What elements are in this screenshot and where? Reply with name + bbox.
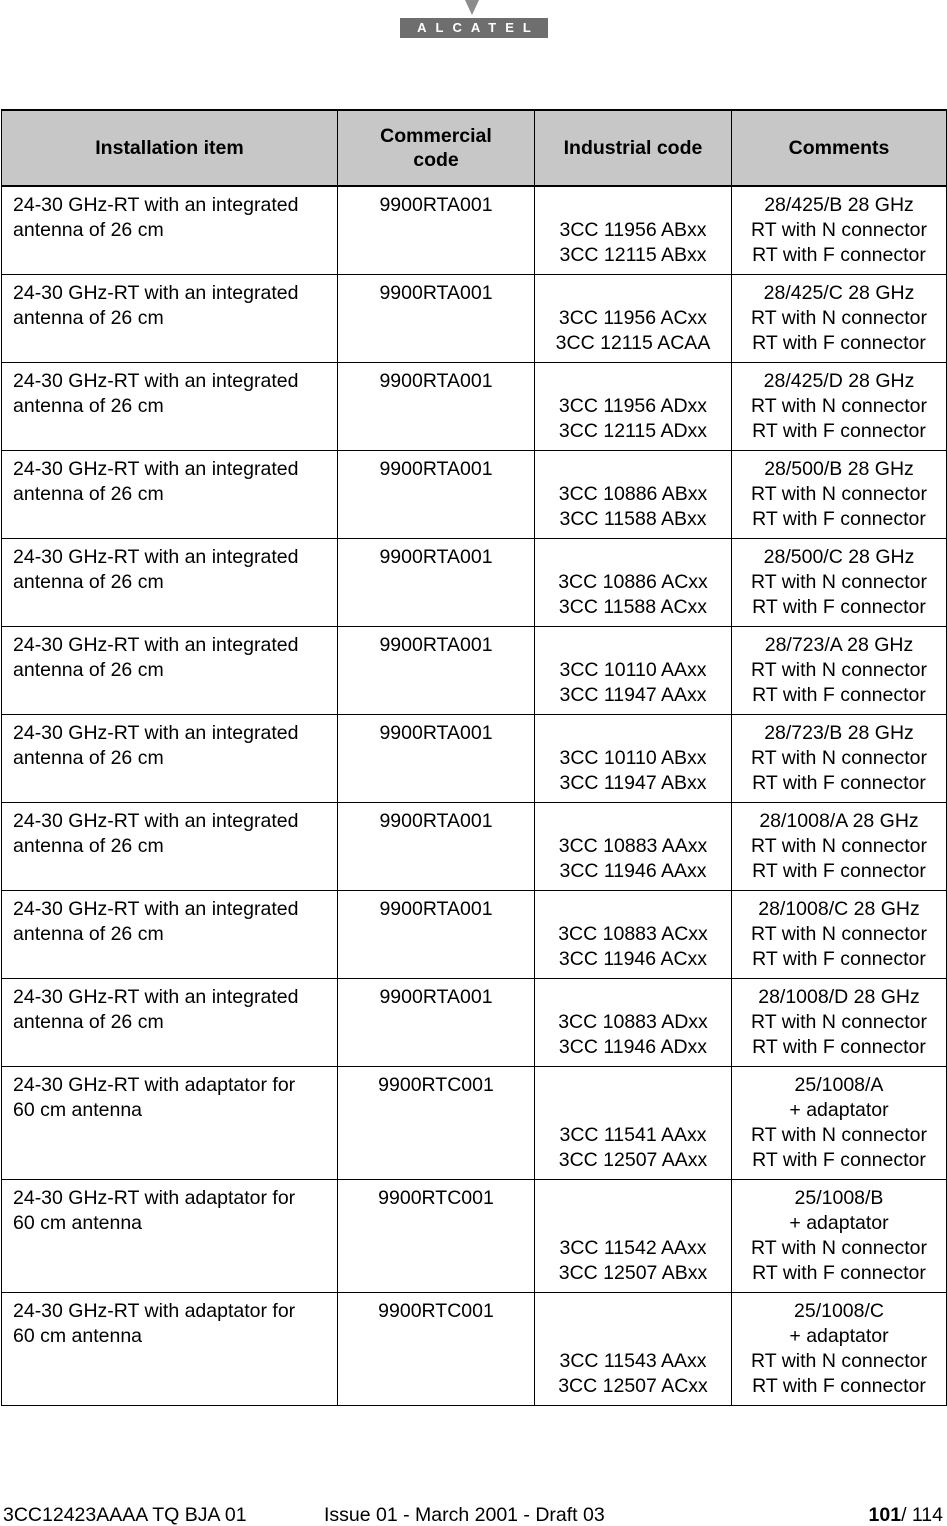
- installation-item-text: antenna of 26 cm: [13, 219, 164, 241]
- commercial-code-text: 9900RTA001: [379, 898, 493, 920]
- industrial-code-text: 3CC 11543 AAxx: [559, 1350, 707, 1372]
- comment-text: RT with F connector: [752, 772, 926, 794]
- comment-text: RT with F connector: [752, 860, 926, 882]
- industrial-code-text: 3CC 11947 ABxx: [559, 772, 707, 794]
- column-header-installation-item: Installation item: [2, 110, 338, 186]
- industrial-code-text: 3CC 12115 ADxx: [558, 420, 708, 442]
- commercial-code-text: 9900RTA001: [379, 370, 493, 392]
- commercial-code-cell: [338, 979, 535, 1067]
- installation-item-text: antenna of 26 cm: [13, 571, 164, 593]
- commercial-code-cell: [338, 186, 535, 275]
- footer-document-reference: 3CC12423AAAA TQ BJA 01: [3, 1504, 247, 1526]
- installation-item-cell: [2, 627, 338, 715]
- installation-item-text: 24-30 GHz-RT with an integrated: [13, 194, 299, 216]
- industrial-code-cell: [535, 363, 732, 451]
- logo-triangle-icon: [465, 0, 479, 15]
- industrial-code-cell: [535, 186, 732, 275]
- comment-text: RT with F connector: [752, 508, 926, 530]
- alcatel-logo: [398, 0, 548, 40]
- footer-page-current: 101: [868, 1504, 902, 1526]
- commercial-code-cell: [338, 891, 535, 979]
- comment-text: RT with F connector: [752, 420, 926, 442]
- industrial-code-text: 3CC 12507 ACxx: [558, 1375, 708, 1397]
- comment-text: RT with F connector: [752, 332, 926, 354]
- installation-item-cell: [2, 451, 338, 539]
- comment-text: 28/425/D 28 GHz: [763, 370, 915, 392]
- comment-text: RT with N connector: [751, 1124, 927, 1146]
- installation-item-text: 60 cm antenna: [13, 1212, 143, 1234]
- commercial-code-cell: [338, 539, 535, 627]
- comments-cell: [732, 891, 947, 979]
- comments-cell: [732, 275, 947, 363]
- installation-item-text: 24-30 GHz-RT with an integrated: [13, 898, 299, 920]
- installation-item-cell: [2, 1067, 338, 1180]
- commercial-code-cell: [338, 451, 535, 539]
- column-header-commercial-code: [338, 110, 535, 186]
- industrial-code-cell: [535, 1293, 732, 1406]
- installation-item-text: 24-30 GHz-RT with an integrated: [13, 370, 299, 392]
- installation-item-text: 24-30 GHz-RT with an integrated: [13, 722, 299, 744]
- industrial-code-text: 3CC 11588 ABxx: [559, 508, 707, 530]
- industrial-code-text: 3CC 10110 AAxx: [559, 659, 707, 681]
- commercial-code-cell: [338, 803, 535, 891]
- installation-item-text: antenna of 26 cm: [13, 659, 164, 681]
- installation-item-cell: [2, 363, 338, 451]
- industrial-code-text: 3CC 10883 ACxx: [558, 923, 708, 945]
- comment-text: 28/723/B 28 GHz: [764, 722, 914, 744]
- comment-text: + adaptator: [789, 1325, 889, 1347]
- comment-text: RT with N connector: [751, 923, 927, 945]
- comment-text: RT with F connector: [752, 1149, 926, 1171]
- comments-cell: [732, 539, 947, 627]
- logo-wordmark: ALCATEL: [400, 18, 548, 38]
- comment-text: 28/500/B 28 GHz: [764, 458, 914, 480]
- installation-item-text: antenna of 26 cm: [13, 835, 164, 857]
- industrial-code-text: 3CC 12115 ACAA: [555, 332, 711, 354]
- industrial-code-text: 3CC 10886 ACxx: [558, 571, 708, 593]
- comments-cell: [732, 451, 947, 539]
- column-header-comments: Comments: [732, 110, 947, 186]
- table-row: [2, 627, 947, 715]
- installation-item-text: 24-30 GHz-RT with an integrated: [13, 458, 299, 480]
- comment-text: RT with N connector: [751, 395, 927, 417]
- commercial-code-cell: [338, 363, 535, 451]
- installation-item-text: 24-30 GHz-RT with an integrated: [13, 634, 299, 656]
- industrial-code-text: 3CC 11946 AAxx: [559, 860, 707, 882]
- installation-item-text: 24-30 GHz-RT with an integrated: [13, 282, 299, 304]
- commercial-code-text: 9900RTC001: [378, 1187, 494, 1209]
- commercial-code-text: 9900RTA001: [379, 810, 493, 832]
- industrial-code-text: 3CC 11956 ABxx: [559, 219, 707, 241]
- commercial-code-text: 9900RTA001: [379, 458, 493, 480]
- table-row: [2, 979, 947, 1067]
- commercial-code-text: 9900RTA001: [379, 194, 493, 216]
- industrial-code-text: 3CC 10883 ADxx: [558, 1011, 708, 1033]
- table-row: [2, 186, 947, 275]
- installation-item-text: 24-30 GHz-RT with adaptator for: [13, 1187, 296, 1209]
- industrial-code-text: 3CC 10886 ABxx: [558, 483, 708, 505]
- installation-item-text: antenna of 26 cm: [13, 395, 164, 417]
- comment-text: 28/500/C 28 GHz: [763, 546, 915, 568]
- installation-item-cell: [2, 803, 338, 891]
- installation-item-text: antenna of 26 cm: [13, 307, 164, 329]
- comment-text: RT with F connector: [752, 596, 926, 618]
- industrial-code-cell: [535, 891, 732, 979]
- footer-issue-info: Issue 01 - March 2001 - Draft 03: [324, 1504, 605, 1526]
- industrial-code-text: 3CC 11956 ACxx: [558, 307, 708, 329]
- comments-cell: [732, 627, 947, 715]
- installation-item-cell: [2, 275, 338, 363]
- table-row: [2, 1293, 947, 1406]
- table-header-row: [2, 110, 947, 186]
- commercial-code-text: 9900RTC001: [378, 1074, 494, 1096]
- table-row: [2, 1180, 947, 1293]
- industrial-code-cell: [535, 539, 732, 627]
- industrial-code-cell: [535, 451, 732, 539]
- installation-item-text: 60 cm antenna: [13, 1099, 143, 1121]
- industrial-code-text: 3CC 12507 AAxx: [558, 1149, 708, 1171]
- table-row: [2, 715, 947, 803]
- installation-item-cell: [2, 891, 338, 979]
- footer-page-total: / 114: [901, 1504, 943, 1526]
- comment-text: 28/425/C 28 GHz: [763, 282, 915, 304]
- industrial-code-text: 3CC 11947 AAxx: [559, 684, 707, 706]
- comment-text: 28/1008/D 28 GHz: [758, 986, 920, 1008]
- comment-text: 28/723/A 28 GHz: [764, 634, 914, 656]
- comment-text: RT with N connector: [751, 571, 927, 593]
- industrial-code-text: 3CC 12115 ABxx: [559, 244, 707, 266]
- industrial-code-cell: [535, 627, 732, 715]
- table-row: [2, 891, 947, 979]
- industrial-code-text: 3CC 11946 ACxx: [558, 948, 708, 970]
- comment-text: + adaptator: [789, 1212, 889, 1234]
- comment-text: RT with N connector: [751, 1350, 927, 1372]
- installation-item-text: 24-30 GHz-RT with an integrated: [13, 546, 299, 568]
- comments-cell: [732, 715, 947, 803]
- commercial-code-cell: [338, 715, 535, 803]
- industrial-code-cell: [535, 275, 732, 363]
- comment-text: RT with N connector: [751, 307, 927, 329]
- installation-item-text: 24-30 GHz-RT with adaptator for: [13, 1300, 296, 1322]
- industrial-code-text: 3CC 12507 ABxx: [558, 1262, 708, 1284]
- commercial-code-cell: [338, 1067, 535, 1180]
- comment-text: RT with N connector: [751, 1011, 927, 1033]
- industrial-code-cell: [535, 715, 732, 803]
- industrial-code-text: 3CC 10883 AAxx: [558, 835, 708, 857]
- comment-text: 28/1008/A 28 GHz: [759, 810, 919, 832]
- comments-cell: [732, 1180, 947, 1293]
- installation-item-cell: [2, 1293, 338, 1406]
- installation-items-table: [1, 109, 947, 1406]
- installation-item-cell: [2, 186, 338, 275]
- industrial-code-cell: [535, 1067, 732, 1180]
- commercial-code-text: 9900RTA001: [379, 282, 493, 304]
- table-row: [2, 539, 947, 627]
- comment-text: RT with F connector: [752, 244, 926, 266]
- installation-item-text: antenna of 26 cm: [13, 747, 164, 769]
- commercial-code-text: 9900RTA001: [379, 634, 493, 656]
- commercial-code-text: 9900RTA001: [379, 546, 493, 568]
- installation-item-text: 24-30 GHz-RT with an integrated: [13, 986, 299, 1008]
- installation-item-text: antenna of 26 cm: [13, 923, 164, 945]
- industrial-code-text: 3CC 11541 AAxx: [559, 1124, 707, 1146]
- comment-text: + adaptator: [789, 1099, 889, 1121]
- comments-cell: [732, 803, 947, 891]
- commercial-code-cell: [338, 1180, 535, 1293]
- comment-text: 25/1008/A: [794, 1074, 884, 1096]
- comment-text: RT with F connector: [752, 1036, 926, 1058]
- comment-text: RT with N connector: [751, 835, 927, 857]
- footer-page-number: [869, 1504, 943, 1526]
- column-header-industrial-code: Industrial code: [535, 110, 732, 186]
- comments-cell: [732, 363, 947, 451]
- comment-text: RT with N connector: [751, 1237, 927, 1259]
- comment-text: RT with F connector: [752, 1375, 926, 1397]
- commercial-code-text: 9900RTA001: [379, 986, 493, 1008]
- comment-text: RT with N connector: [751, 483, 927, 505]
- industrial-code-text: 3CC 11588 ACxx: [558, 596, 708, 618]
- commercial-code-cell: [338, 1293, 535, 1406]
- industrial-code-text: 3CC 11946 ADxx: [558, 1036, 708, 1058]
- installation-item-text: 24-30 GHz-RT with an integrated: [13, 810, 299, 832]
- industrial-code-cell: [535, 979, 732, 1067]
- installation-item-cell: [2, 1180, 338, 1293]
- industrial-code-text: 3CC 10110 ABxx: [559, 747, 707, 769]
- comment-text: RT with F connector: [752, 684, 926, 706]
- comments-cell: [732, 186, 947, 275]
- comment-text: 25/1008/B: [794, 1187, 884, 1209]
- installation-item-text: 60 cm antenna: [13, 1325, 143, 1347]
- comment-text: 28/1008/C 28 GHz: [758, 898, 920, 920]
- installation-item-cell: [2, 539, 338, 627]
- commercial-code-text: 9900RTA001: [379, 722, 493, 744]
- industrial-code-text: 3CC 11956 ADxx: [558, 395, 708, 417]
- comments-cell: [732, 1067, 947, 1180]
- table-row: [2, 803, 947, 891]
- table-row: [2, 363, 947, 451]
- comments-cell: [732, 1293, 947, 1406]
- comment-text: RT with N connector: [751, 747, 927, 769]
- industrial-code-cell: [535, 803, 732, 891]
- installation-item-text: antenna of 26 cm: [13, 1011, 164, 1033]
- table-body: [2, 186, 947, 1406]
- industrial-code-cell: [535, 1180, 732, 1293]
- table-row: [2, 451, 947, 539]
- commercial-code-cell: [338, 275, 535, 363]
- table-row: [2, 1067, 947, 1180]
- table-row: [2, 275, 947, 363]
- installation-item-text: antenna of 26 cm: [13, 483, 164, 505]
- installation-item-cell: [2, 979, 338, 1067]
- installation-item-cell: [2, 715, 338, 803]
- industrial-code-text: 3CC 11542 AAxx: [559, 1237, 707, 1259]
- commercial-code-cell: [338, 627, 535, 715]
- comment-text: RT with N connector: [751, 219, 927, 241]
- installation-item-text: 24-30 GHz-RT with adaptator for: [13, 1074, 296, 1096]
- comment-text: RT with N connector: [751, 659, 927, 681]
- commercial-code-text: 9900RTC001: [378, 1300, 494, 1322]
- comment-text: 25/1008/C: [794, 1300, 884, 1322]
- comment-text: RT with F connector: [752, 948, 926, 970]
- comment-text: 28/425/B 28 GHz: [764, 194, 914, 216]
- comments-cell: [732, 979, 947, 1067]
- column-header-commercial-code-label: Commercial code: [380, 125, 492, 171]
- comment-text: RT with F connector: [752, 1262, 926, 1284]
